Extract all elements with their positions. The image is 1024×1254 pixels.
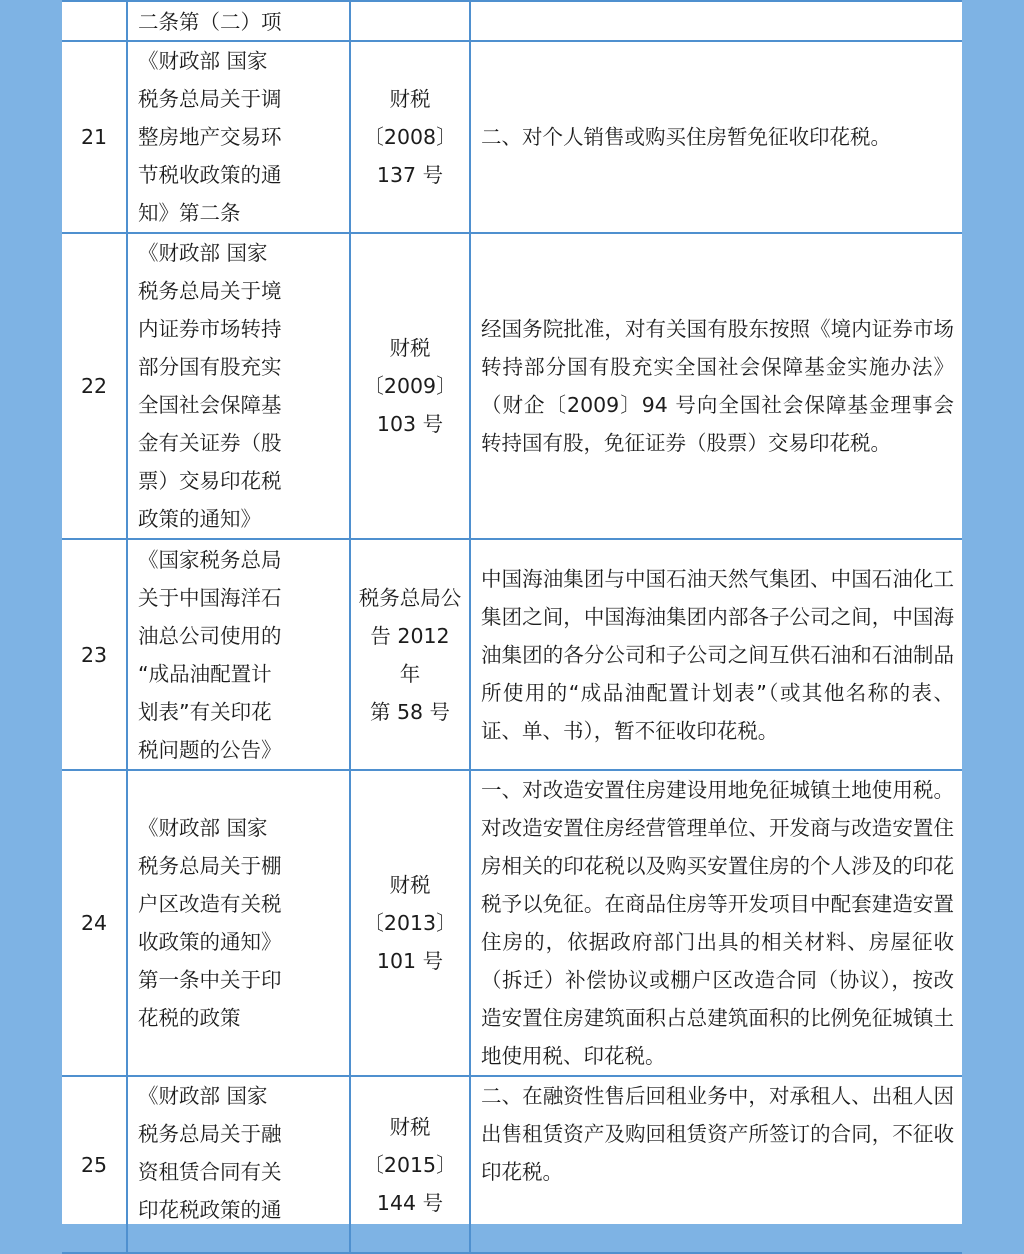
document-number: 财税 〔2013〕 101 号 — [350, 770, 470, 1076]
policy-content — [470, 1, 962, 41]
table-row — [62, 770, 962, 1076]
table-row — [62, 1076, 962, 1253]
document-title: 《财政部 国家 税务总局关于融 资租赁合同有关 印花税政策的通 — [127, 1076, 350, 1253]
row-number: 21 — [62, 41, 127, 233]
policy-table — [62, 0, 962, 1254]
table-row — [62, 1, 962, 41]
row-number: 24 — [62, 770, 127, 1076]
row-number: 22 — [62, 233, 127, 539]
row-number: 23 — [62, 539, 127, 770]
document-title: 《财政部 国家 税务总局关于棚 户区改造有关税 收政策的通知》 第一条中关于印 花税的政策 — [127, 770, 350, 1076]
table-row — [62, 539, 962, 770]
policy-content: 二、在融资性售后回租业务中，对承租人、出租人因出售租赁资产及购回租赁资产所签订的合同，不征收印花税。 — [470, 1076, 962, 1253]
document-title: 《财政部 国家 税务总局关于调 整房地产交易环 节税收政策的通 知》第二条 — [127, 41, 350, 233]
document-number: 财税 〔2008〕 137 号 — [350, 41, 470, 233]
document-title: 二条第（二）项 — [127, 1, 350, 41]
document-title: 《财政部 国家 税务总局关于境 内证券市场转持 部分国有股充实 全国社会保障基 金有关证券（股 票）交易印花税 政策的通知》 — [127, 233, 350, 539]
document-number: 财税 〔2015〕 144 号 — [350, 1076, 470, 1253]
document-page — [62, 0, 962, 1224]
policy-content: 经国务院批准，对有关国有股东按照《境内证券市场转持部分国有股充实全国社会保障基金实施办法》（财企〔2009〕94 号向全国社会保障基金理事会转持国有股，免征证券（股票）交易印花税。 — [470, 233, 962, 539]
document-number: 税务总局公 告 2012 年 第 58 号 — [350, 539, 470, 770]
document-title: 《国家税务总局 关于中国海洋石 油总公司使用的 “成品油配置计 划表”有关印花 税问题的公告》 — [127, 539, 350, 770]
row-number — [62, 1, 127, 41]
document-number: 财税 〔2009〕 103 号 — [350, 233, 470, 539]
document-number — [350, 1, 470, 41]
row-number: 25 — [62, 1076, 127, 1253]
table-row — [62, 233, 962, 539]
policy-content: 二、对个人销售或购买住房暂免征收印花税。 — [470, 41, 962, 233]
policy-content: 中国海油集团与中国石油天然气集团、中国石油化工集团之间，中国海油集团内部各子公司之间，中国海油集团的各分公司和子公司之间互供石油和石油制品所使用的“成品油配置计划表”（或其他名称的表、证、单、书），暂不征收印花税。 — [470, 539, 962, 770]
table-row — [62, 41, 962, 233]
policy-content: 一、对改造安置住房建设用地免征城镇土地使用税。对改造安置住房经营管理单位、开发商与改造安置住房相关的印花税以及购买安置住房的个人涉及的印花税予以免征。在商品住房等开发项目中配套建造安置住房的，依据政府部门出具的相关材料、房屋征收（拆迁）补偿协议或棚户区改造合同（协议），按改造安置住房建筑面积占总建筑面积的比例免征城镇土地使用税、印花税。 — [470, 770, 962, 1076]
